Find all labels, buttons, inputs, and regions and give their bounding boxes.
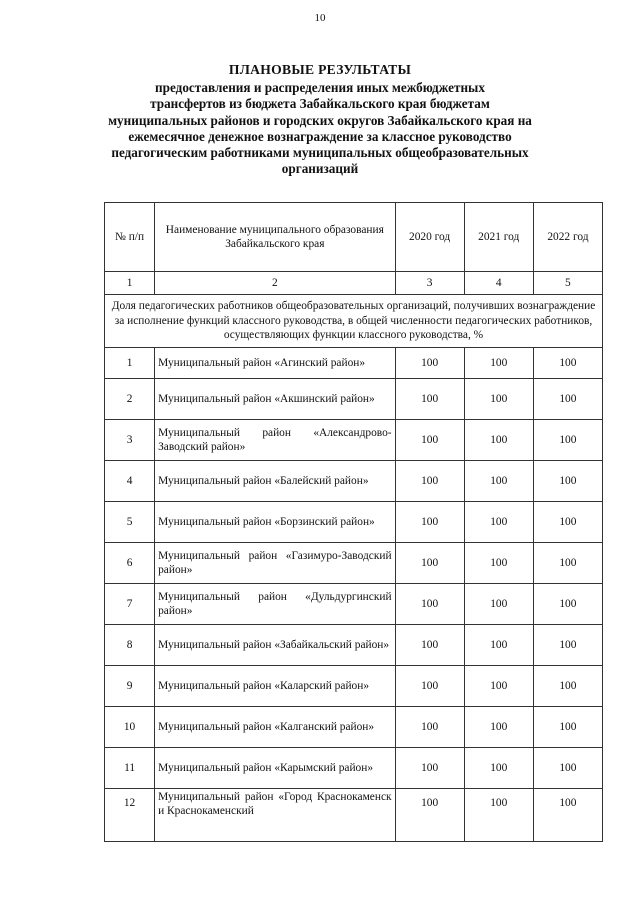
municipality-name: Муниципальный район «Балейский район» [155,461,395,502]
municipality-name: Муниципальный район «Агинский район» [155,348,395,379]
municipality-name: Муниципальный район «Забайкальский район» [155,625,395,666]
column-index: 2 [155,272,395,295]
municipality-name: Муниципальный район «Калганский район» [155,707,395,748]
table-row [105,461,603,502]
value-2020: 100 [395,502,464,543]
header-name: Наименование муниципального образования Забайкальского края [155,203,395,272]
value-2021: 100 [464,748,533,789]
value-2022: 100 [533,420,602,461]
results-table [104,202,603,842]
value-2021: 100 [464,666,533,707]
row-number: 2 [105,379,155,420]
row-number: 1 [105,348,155,379]
municipality-name: Муниципальный район «Каларский район» [155,666,395,707]
row-number: 5 [105,502,155,543]
header-2020: 2020 год [395,203,464,272]
table-row [105,502,603,543]
value-2021: 100 [464,707,533,748]
page-number: 10 [314,12,326,24]
municipality-name: Муниципальный район «Карымский район» [155,748,395,789]
row-number: 4 [105,461,155,502]
value-2020: 100 [395,748,464,789]
header-2021: 2021 год [464,203,533,272]
value-2021: 100 [464,584,533,625]
municipality-name: Муниципальный район «Город Краснокаменск и Краснокаменский [155,789,395,842]
value-2022: 100 [533,543,602,584]
table-row [105,625,603,666]
header-2022: 2022 год [533,203,602,272]
row-number: 3 [105,420,155,461]
value-2022: 100 [533,748,602,789]
column-index-row [105,272,603,295]
value-2020: 100 [395,707,464,748]
value-2022: 100 [533,461,602,502]
value-2022: 100 [533,707,602,748]
municipality-name: Муниципальный район «Акшинский район» [155,379,395,420]
value-2020: 100 [395,420,464,461]
section-title: Доля педагогических работников общеобразовательных организаций, получивших вознаграждение за исполнение функций классного руководства, в общей численности педагогических работников, осуществляющих функции классного руководства, % [105,295,603,348]
column-index: 3 [395,272,464,295]
value-2022: 100 [533,379,602,420]
value-2020: 100 [395,348,464,379]
municipality-name: Муниципальный район «Дульдургинский район» [155,584,395,625]
value-2020: 100 [395,379,464,420]
table-row [105,666,603,707]
value-2021: 100 [464,461,533,502]
value-2022: 100 [533,348,602,379]
column-index: 5 [533,272,602,295]
table-header-row [105,203,603,272]
value-2020: 100 [395,543,464,584]
table-row [105,584,603,625]
table-row [105,748,603,789]
row-number: 6 [105,543,155,584]
row-number: 7 [105,584,155,625]
header-num: № п/п [105,203,155,272]
value-2020: 100 [395,789,464,842]
municipality-name: Муниципальный район «Газимуро-Заводский район» [155,543,395,584]
table-row [105,348,603,379]
document-title [60,62,580,177]
value-2021: 100 [464,543,533,584]
value-2022: 100 [533,666,602,707]
row-number: 10 [105,707,155,748]
value-2022: 100 [533,584,602,625]
value-2022: 100 [533,789,602,842]
value-2021: 100 [464,348,533,379]
value-2020: 100 [395,461,464,502]
title-line: педагогическим работниками муниципальных общеобразовательных [111,145,529,161]
title-line: ежемесячное денежное вознаграждение за классное руководство [128,128,512,144]
value-2022: 100 [533,625,602,666]
value-2020: 100 [395,625,464,666]
value-2020: 100 [395,666,464,707]
title-line: трансфертов из бюджета Забайкальского края бюджетам [150,96,490,112]
row-number: 9 [105,666,155,707]
title-main: ПЛАНОВЫЕ РЕЗУЛЬТАТЫ [228,62,412,77]
value-2022: 100 [533,502,602,543]
column-index: 1 [105,272,155,295]
table-row [105,379,603,420]
results-table-wrapper [104,202,603,842]
value-2020: 100 [395,584,464,625]
column-index: 4 [464,272,533,295]
table-row [105,543,603,584]
municipality-name: Муниципальный район «Александрово-Заводский район» [155,420,395,461]
value-2021: 100 [464,625,533,666]
value-2021: 100 [464,379,533,420]
value-2021: 100 [464,502,533,543]
table-row [105,789,603,842]
row-number: 8 [105,625,155,666]
table-row [105,707,603,748]
title-line: организаций [281,161,359,177]
title-line: муниципальных районов и городских округов Забайкальского края на [108,112,532,128]
row-number: 12 [105,789,155,842]
table-row [105,420,603,461]
row-number: 11 [105,748,155,789]
value-2021: 100 [464,789,533,842]
value-2021: 100 [464,420,533,461]
municipality-name: Муниципальный район «Борзинский район» [155,502,395,543]
section-title-row [105,295,603,348]
title-line: предоставления и распределения иных межбюджетных [155,80,485,96]
